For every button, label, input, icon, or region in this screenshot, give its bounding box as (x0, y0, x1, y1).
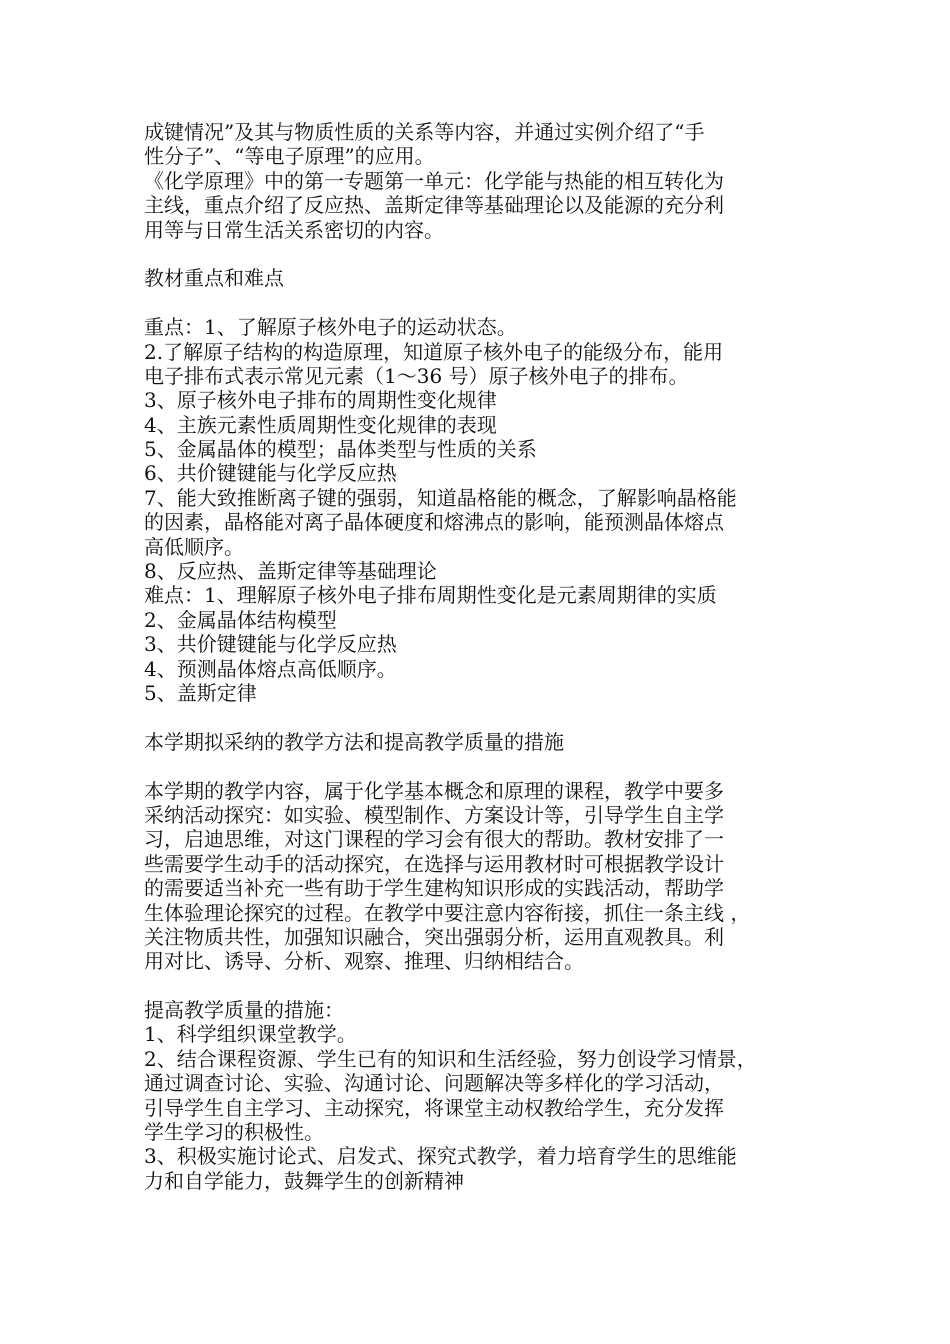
list-item: 2.了解原子结构的构造原理，知道原子核外电子的能级分布，能用 (144, 339, 724, 364)
text-line: 些需要学生动手的活动探究，在选择与运用教材时可根据教学设计 (144, 851, 724, 876)
list-item: 电子排布式表示常见元素（1～36 号）原子核外电子的排布。 (144, 363, 689, 388)
list-item: 4、主族元素性质周期性变化规律的表现 (144, 412, 497, 437)
section-heading-key-points: 教材重点和难点 (144, 266, 284, 291)
list-item: 3、原子核外电子排布的周期性变化规律 (144, 388, 497, 413)
section-heading-methods: 本学期拟采纳的教学方法和提高教学质量的措施 (144, 729, 564, 754)
list-item: 5、金属晶体的模型；晶体类型与性质的关系 (144, 437, 537, 462)
list-item: 通过调查讨论、实验、沟通讨论、问题解决等多样化的学习活动， (144, 1071, 724, 1096)
list-item: 4、预测晶体熔点高低顺序。 (144, 656, 397, 681)
text-line: 《化学原理》中的第一专题第一单元：化学能与热能的相互转化为 (144, 168, 724, 193)
methods-paragraph (144, 779, 824, 974)
list-item: 重点：1、了解原子核外电子的运动状态。 (144, 315, 517, 340)
list-item: 2、结合课程资源、学生已有的知识和生活经验，努力创设学习情景， (144, 1046, 757, 1071)
measures-list (144, 998, 824, 1193)
list-item: 提高教学质量的措施： (144, 998, 344, 1023)
list-item: 2、金属晶体结构模型 (144, 607, 337, 632)
list-item: 学生学习的积极性。 (144, 1120, 324, 1145)
list-item: 难点：1、理解原子核外电子排布周期性变化是元素周期律的实质 (144, 583, 717, 608)
list-item: 高低顺序。 (144, 534, 244, 559)
text-line: 用对比、诱导、分析、观察、推理、归纳相结合。 (144, 949, 584, 974)
text-line: 本学期的教学内容，属于化学基本概念和原理的课程，教学中要多 (144, 778, 724, 803)
key-points-list (144, 315, 824, 705)
text-line: 关注物质共性，加强知识融合，突出强弱分析，运用直观教具。利 (144, 924, 724, 949)
text-line: 习，启迪思维，对这门课程的学习会有很大的帮助。教材安排了一 (144, 827, 724, 852)
text-line: 性分子”、“等电子原理”的应用。 (144, 144, 435, 169)
blank-line (144, 242, 824, 266)
list-item: 3、积极实施讨论式、启发式、探究式教学，着力培育学生的思维能 (144, 1144, 737, 1169)
list-item: 力和自学能力，鼓舞学生的创新精神 (144, 1168, 464, 1193)
intro-paragraph (144, 120, 824, 242)
text-line: 用等与日常生活关系密切的内容。 (144, 217, 444, 242)
text-line: 采纳活动探究：如实验、模型制作、方案设计等，引导学生自主学 (144, 802, 724, 827)
blank-line (144, 705, 824, 729)
list-item: 5、盖斯定律 (144, 680, 257, 705)
text-line: 主线，重点介绍了反应热、盖斯定律等基础理论以及能源的充分利 (144, 193, 724, 218)
text-line: 的需要适当补充一些有助于学生建构知识形成的实践活动，帮助学 (144, 876, 724, 901)
list-item: 7、能大致推断离子键的强弱，知道晶格能的概念，了解影响晶格能 (144, 485, 737, 510)
blank-line (144, 974, 824, 998)
text-line: 生体验理论探究的过程。在教学中要注意内容衔接，抓住一条主线 ， (144, 900, 751, 925)
text-line: 成键情况”及其与物质性质的关系等内容，并通过实例介绍了“手 (144, 120, 705, 144)
list-item: 3、共价键键能与化学反应热 (144, 632, 397, 657)
list-item: 引导学生自主学习、主动探究，将课堂主动权教给学生，充分发挥 (144, 1095, 724, 1120)
list-item: 8、反应热、盖斯定律等基础理论 (144, 559, 437, 584)
list-item: 6、共价键键能与化学反应热 (144, 461, 397, 486)
document-body (144, 120, 824, 1193)
blank-line (144, 291, 824, 315)
list-item: 1、科学组织课堂教学。 (144, 1022, 357, 1047)
blank-line (144, 754, 824, 778)
list-item: 的因素，晶格能对离子晶体硬度和熔沸点的影响，能预测晶体熔点 (144, 510, 724, 535)
